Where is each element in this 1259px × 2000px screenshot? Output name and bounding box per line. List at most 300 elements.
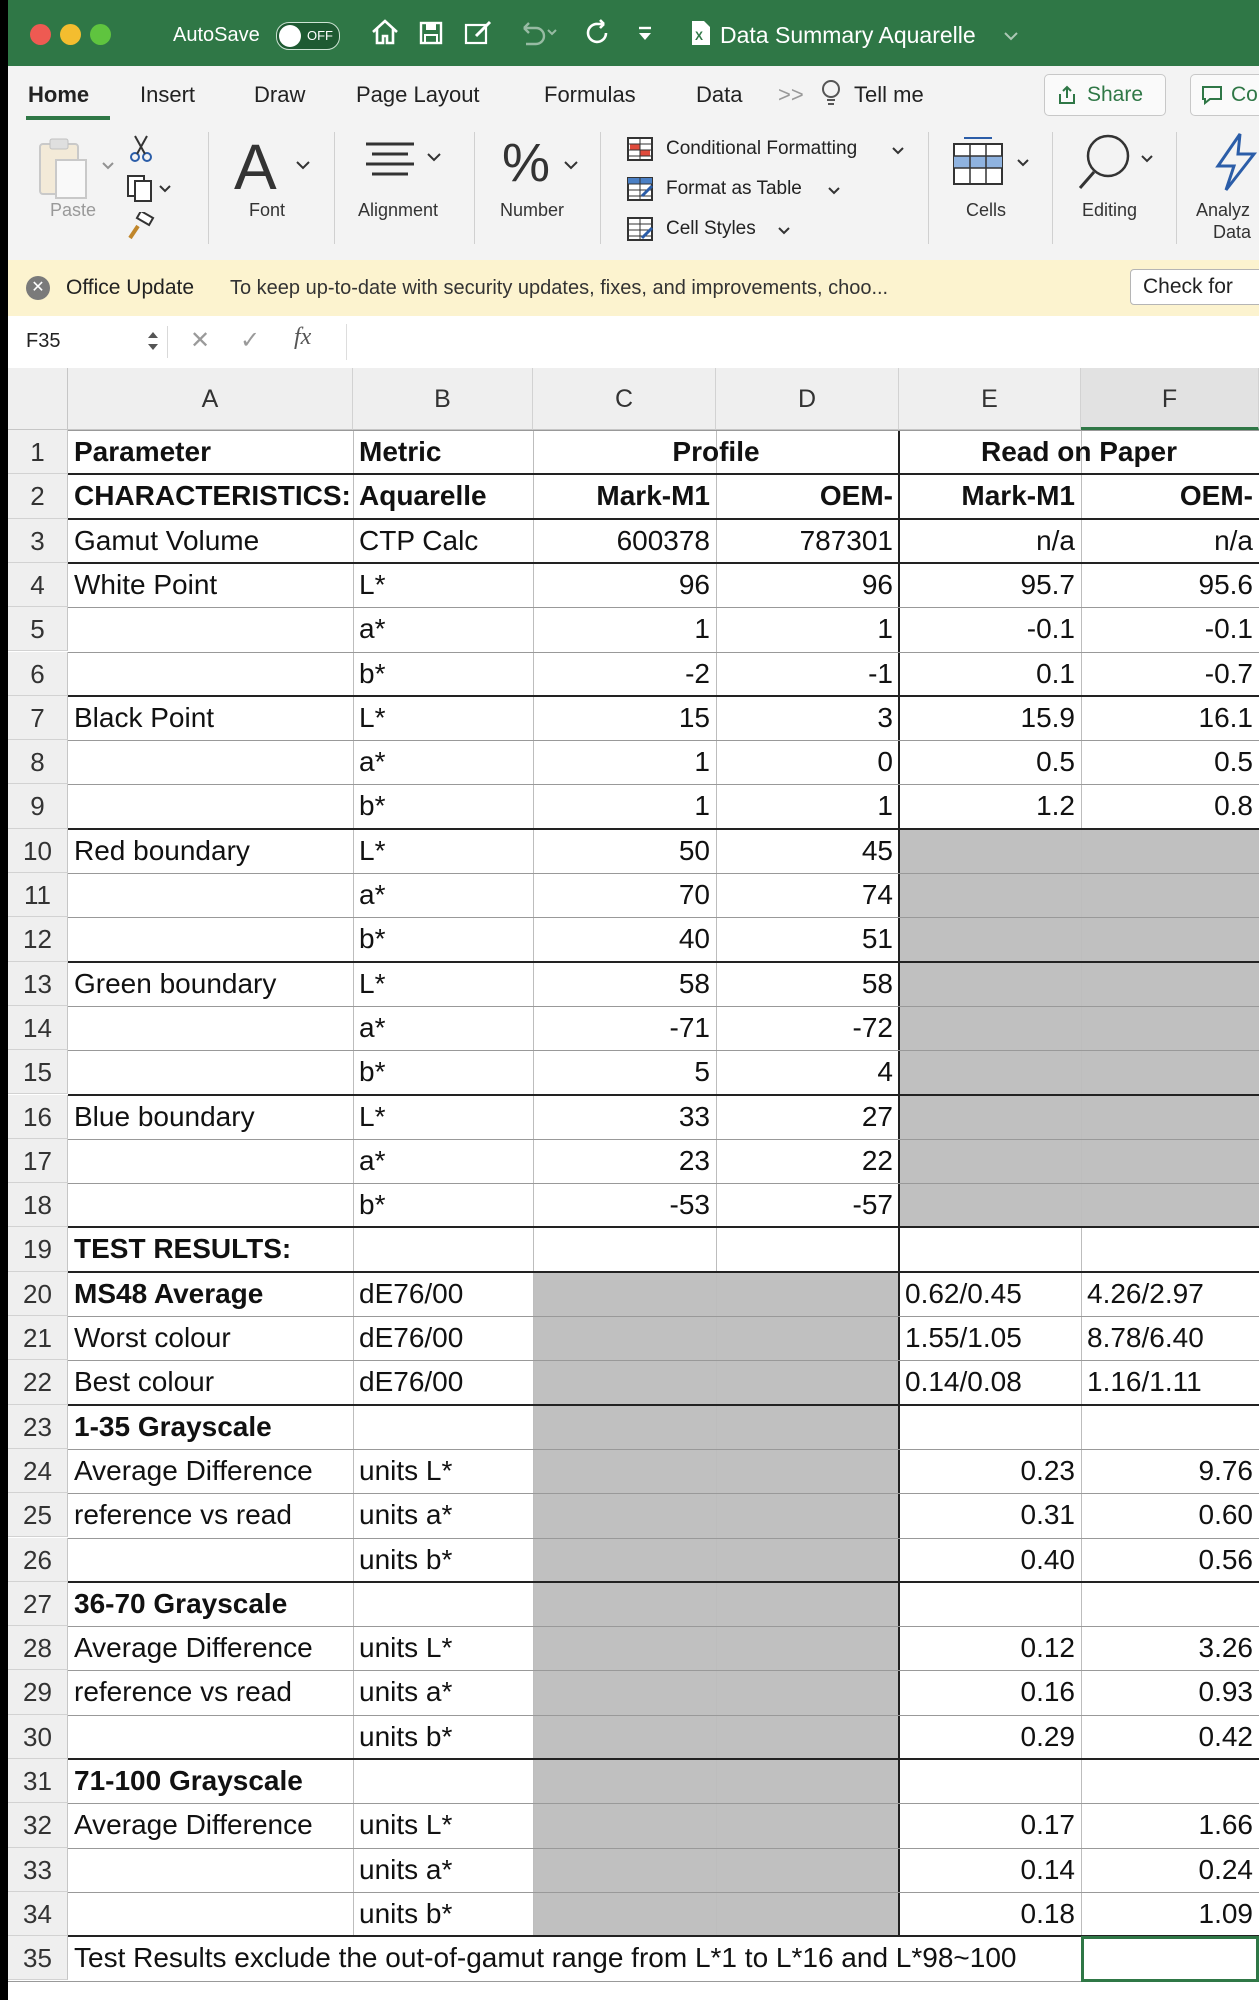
cell-e[interactable]: [899, 1183, 1081, 1227]
cell-d[interactable]: [716, 1803, 899, 1847]
row-header[interactable]: 31: [8, 1759, 68, 1803]
cell-d[interactable]: 3: [877, 701, 893, 733]
cell-f[interactable]: n/a: [1214, 524, 1253, 556]
row-header[interactable]: 29: [8, 1670, 68, 1714]
row-header[interactable]: 4: [8, 563, 68, 607]
cell-b[interactable]: units b*: [359, 1897, 453, 1929]
autosave-toggle[interactable]: [276, 22, 340, 50]
cell-b[interactable]: units a*: [359, 1499, 453, 1531]
cells-icon[interactable]: [952, 136, 1036, 195]
cell-d[interactable]: [716, 1848, 899, 1892]
cell-d[interactable]: OEM-: [819, 480, 893, 512]
row-header[interactable]: 28: [8, 1626, 68, 1670]
cell-c[interactable]: 96: [678, 568, 710, 600]
cell-b[interactable]: b*: [359, 657, 386, 689]
cell-d[interactable]: -57: [852, 1189, 893, 1221]
cell-c[interactable]: -53: [669, 1189, 710, 1221]
cell-b[interactable]: [353, 1582, 533, 1626]
format-as-table-icon[interactable]: [626, 176, 654, 207]
cell-f[interactable]: [1081, 1759, 1259, 1803]
cell-a[interactable]: [68, 1715, 353, 1759]
percent-icon[interactable]: [502, 132, 550, 194]
cell-d[interactable]: 22: [861, 1144, 893, 1176]
cell-f[interactable]: 0.5: [1214, 746, 1253, 778]
cell-b[interactable]: b*: [359, 790, 386, 822]
cell-f[interactable]: [1081, 873, 1259, 917]
cell-f[interactable]: -0.7: [1204, 657, 1253, 689]
cell-b[interactable]: Metric: [359, 436, 442, 467]
column-header[interactable]: C: [533, 368, 716, 430]
cell-f[interactable]: 0.56: [1198, 1543, 1253, 1575]
cell-f[interactable]: 9.76: [1198, 1454, 1253, 1486]
tab-formulas[interactable]: Formulas: [544, 82, 636, 107]
cell-c[interactable]: [533, 1316, 716, 1360]
column-header[interactable]: E: [899, 368, 1081, 430]
row-header[interactable]: 33: [8, 1848, 68, 1892]
cell-d[interactable]: [716, 1449, 899, 1493]
cell-c[interactable]: 40: [678, 923, 710, 955]
row-header[interactable]: 13: [8, 962, 68, 1006]
cell-d[interactable]: -1: [868, 657, 893, 689]
cell-e[interactable]: [899, 1050, 1081, 1094]
cell-b[interactable]: units a*: [359, 1676, 453, 1708]
row-header[interactable]: 14: [8, 1006, 68, 1050]
analyze-data-icon[interactable]: [1212, 132, 1259, 197]
row-header[interactable]: 17: [8, 1139, 68, 1183]
cell-a[interactable]: MS48 Average: [74, 1277, 264, 1309]
cell-a[interactable]: Green boundary: [74, 967, 277, 999]
column-header[interactable]: A: [68, 368, 353, 430]
ribbon-separator: [208, 132, 209, 244]
name-box[interactable]: [18, 326, 168, 358]
font-icon[interactable]: [234, 130, 277, 204]
cell-e[interactable]: [899, 873, 1081, 917]
cell-e[interactable]: -0.1: [1026, 613, 1075, 645]
redo-icon[interactable]: [584, 19, 612, 53]
cell-d[interactable]: 27: [861, 1100, 893, 1132]
cell-a[interactable]: Average Difference: [74, 1632, 313, 1664]
cell-e[interactable]: 0.5: [1036, 746, 1075, 778]
cell-d[interactable]: [716, 1493, 899, 1537]
cell-f[interactable]: 1.09: [1198, 1897, 1253, 1929]
customize-toolbar-icon[interactable]: [636, 22, 654, 50]
function-icon[interactable]: fx: [294, 324, 312, 350]
cell-c[interactable]: [533, 1715, 716, 1759]
cell-b[interactable]: L*: [359, 568, 386, 600]
cell-b[interactable]: a*: [359, 746, 386, 778]
cell-b[interactable]: L*: [359, 701, 386, 733]
document-title[interactable]: Data Summary Aquarelle: [720, 22, 976, 48]
cell-a[interactable]: Worst colour: [74, 1322, 231, 1353]
cell-styles-icon[interactable]: [626, 216, 654, 247]
row-header[interactable]: 20: [8, 1272, 68, 1316]
cell-e[interactable]: [899, 1095, 1081, 1139]
cell-c[interactable]: [533, 1227, 716, 1271]
cell-b[interactable]: CTP Calc: [359, 524, 479, 556]
cell-a[interactable]: Average Difference: [74, 1454, 313, 1486]
cell-e[interactable]: 0.16: [1020, 1676, 1075, 1708]
home-icon[interactable]: [370, 18, 400, 52]
cell-d[interactable]: [716, 1227, 899, 1271]
cell-f[interactable]: OEM-: [1179, 480, 1253, 512]
cell-b[interactable]: [353, 1759, 533, 1803]
cell-d[interactable]: 1: [877, 790, 893, 822]
toggle-knob: [279, 25, 301, 47]
column-header[interactable]: B: [353, 368, 533, 430]
cell-f[interactable]: [1081, 962, 1259, 1006]
cell-d[interactable]: [716, 1272, 899, 1316]
chevron-down-icon[interactable]: [828, 186, 840, 196]
cell-f[interactable]: 0.24: [1198, 1853, 1253, 1885]
cell-f[interactable]: 0.60: [1198, 1499, 1253, 1531]
cell-b[interactable]: units b*: [359, 1720, 453, 1752]
cell-f[interactable]: [1081, 917, 1259, 961]
row-header[interactable]: 35: [8, 1936, 68, 1980]
comments-button[interactable]: [1190, 74, 1259, 116]
cell-e[interactable]: 0.62/0.45: [905, 1277, 1022, 1309]
tab-draw[interactable]: Draw: [254, 82, 306, 107]
cell-a[interactable]: Gamut Volume: [74, 524, 260, 556]
cell-d[interactable]: [716, 1670, 899, 1714]
cell-a[interactable]: Blue boundary: [74, 1100, 255, 1132]
tab-page-layout[interactable]: Page Layout: [356, 82, 480, 107]
format-as-table-button[interactable]: Format as Table: [666, 178, 802, 199]
cell-a[interactable]: Red boundary: [74, 834, 250, 866]
row-header[interactable]: 25: [8, 1493, 68, 1537]
cell-a[interactable]: [68, 917, 353, 961]
cell-b[interactable]: L*: [359, 1100, 386, 1132]
cell-e[interactable]: 0.14/0.08: [905, 1366, 1022, 1398]
cell-c[interactable]: 58: [678, 967, 710, 999]
cell-c[interactable]: 5: [694, 1056, 710, 1088]
cell-a[interactable]: [68, 1892, 353, 1936]
cell-b[interactable]: units L*: [359, 1632, 453, 1664]
row-header[interactable]: 22: [8, 1360, 68, 1404]
share-button[interactable]: [1044, 74, 1166, 116]
row-header[interactable]: 5: [8, 607, 68, 651]
cell-e[interactable]: [899, 1139, 1081, 1183]
cell-e[interactable]: n/a: [1036, 524, 1075, 556]
cell-b[interactable]: [353, 1405, 533, 1449]
row-header[interactable]: 11: [8, 873, 68, 917]
cell-e[interactable]: [899, 1759, 1081, 1803]
cell-f[interactable]: 1.66: [1198, 1809, 1253, 1841]
cell-a[interactable]: [68, 740, 353, 784]
edit-icon[interactable]: [464, 20, 494, 52]
row-header[interactable]: 7: [8, 696, 68, 740]
cell-d[interactable]: [716, 1405, 899, 1449]
cell-b[interactable]: b*: [359, 1189, 386, 1221]
tab-insert[interactable]: Insert: [140, 82, 196, 107]
cell-b[interactable]: b*: [359, 1056, 386, 1088]
cell-f[interactable]: 8.78/6.40: [1087, 1322, 1204, 1353]
cell-d[interactable]: -72: [852, 1011, 893, 1043]
cell-d[interactable]: 51: [861, 923, 893, 955]
cell-c[interactable]: [533, 1892, 716, 1936]
cell-b[interactable]: units L*: [359, 1809, 453, 1841]
cell-d[interactable]: [716, 1626, 899, 1670]
cell-a[interactable]: [68, 1006, 353, 1050]
cell-d[interactable]: [716, 1759, 899, 1803]
cell-f[interactable]: 16.1: [1198, 701, 1253, 733]
cell-c[interactable]: 1: [694, 746, 710, 778]
cell-a[interactable]: reference vs read: [74, 1676, 292, 1708]
chevron-down-icon[interactable]: [102, 158, 114, 176]
cell-a[interactable]: 1-35 Grayscale: [74, 1410, 272, 1442]
cell-a[interactable]: White Point: [74, 568, 218, 600]
more-tabs-chevron[interactable]: >>: [778, 82, 804, 107]
cell-d[interactable]: 58: [861, 967, 893, 999]
cell-d[interactable]: 45: [861, 834, 893, 866]
cell-b[interactable]: dE76/00: [359, 1322, 464, 1353]
cell-e[interactable]: 0.23: [1020, 1454, 1075, 1486]
column-header[interactable]: F: [1081, 368, 1259, 430]
column-header[interactable]: D: [716, 368, 899, 430]
row-header[interactable]: 9: [8, 784, 68, 828]
cell-a[interactable]: 36-70 Grayscale: [74, 1587, 288, 1619]
cell-b[interactable]: a*: [359, 1011, 386, 1043]
cell-a[interactable]: [68, 1139, 353, 1183]
check-for-updates-button[interactable]: Check for: [1130, 269, 1259, 305]
cell-e[interactable]: Mark-M1: [961, 480, 1075, 512]
row-header[interactable]: 10: [8, 829, 68, 873]
cell-a[interactable]: [68, 652, 353, 696]
row-header[interactable]: 24: [8, 1449, 68, 1493]
cell-a-note[interactable]: Test Results exclude the out-of-gamut range from L*1 to L*16 and L*98~100: [74, 1942, 1017, 1974]
cell-f[interactable]: [1081, 1405, 1259, 1449]
cell-e[interactable]: 15.9: [1020, 701, 1075, 733]
copy-icon[interactable]: [126, 174, 174, 207]
cell-c[interactable]: [533, 1626, 716, 1670]
search-icon[interactable]: [1076, 132, 1160, 195]
row-header[interactable]: 26: [8, 1538, 68, 1582]
cell-c[interactable]: Mark-M1: [596, 480, 710, 512]
cell-d[interactable]: 4: [877, 1056, 893, 1088]
cell-e[interactable]: 1.2: [1036, 790, 1075, 822]
row-header[interactable]: 21: [8, 1316, 68, 1360]
row-header[interactable]: 6: [8, 652, 68, 696]
cell-d[interactable]: [716, 1582, 899, 1626]
cell-f[interactable]: 4.26/2.97: [1087, 1277, 1204, 1309]
cell-styles-button[interactable]: Cell Styles: [666, 218, 756, 239]
cell-b[interactable]: [353, 1227, 533, 1271]
row-header[interactable]: 8: [8, 740, 68, 784]
cell-d[interactable]: [716, 1715, 899, 1759]
cell-c[interactable]: 1: [694, 613, 710, 645]
cell-c[interactable]: 600378: [616, 524, 710, 556]
cell-a[interactable]: CHARACTERISTICS:: [74, 480, 351, 512]
cell-e[interactable]: 95.7: [1020, 568, 1075, 600]
tell-me-search[interactable]: Tell me: [854, 82, 924, 107]
cell-d[interactable]: 0: [877, 746, 893, 778]
cell-a[interactable]: [68, 1848, 353, 1892]
row-header[interactable]: 2: [8, 474, 68, 518]
cell-b[interactable]: L*: [359, 967, 386, 999]
cell-f[interactable]: 0.42: [1198, 1720, 1253, 1752]
cell-a[interactable]: [68, 1183, 353, 1227]
cell-d[interactable]: 74: [861, 879, 893, 910]
cell-c[interactable]: [533, 1582, 716, 1626]
row-header[interactable]: 34: [8, 1892, 68, 1936]
close-icon[interactable]: ✕: [26, 276, 50, 300]
cell-e[interactable]: 0.31: [1020, 1499, 1075, 1531]
cell-c[interactable]: [533, 1848, 716, 1892]
cell-e[interactable]: 0.40: [1020, 1543, 1075, 1575]
cell-a[interactable]: [68, 1538, 353, 1582]
cell-e[interactable]: [899, 1582, 1081, 1626]
cell-f[interactable]: 95.6: [1198, 568, 1253, 600]
cell-a[interactable]: Average Difference: [74, 1809, 313, 1841]
format-painter-icon[interactable]: [126, 212, 156, 247]
cell-c[interactable]: 23: [678, 1144, 710, 1176]
cell-c[interactable]: 50: [678, 834, 710, 866]
cell-d[interactable]: [716, 1360, 899, 1404]
cell-e[interactable]: [899, 917, 1081, 961]
cell-f[interactable]: 0.8: [1214, 790, 1253, 822]
cell-c[interactable]: 15: [678, 701, 710, 733]
row-header[interactable]: 16: [8, 1095, 68, 1139]
cell-e[interactable]: [899, 962, 1081, 1006]
cell-e[interactable]: [899, 1006, 1081, 1050]
cell-a[interactable]: reference vs read: [74, 1499, 292, 1531]
cell-c[interactable]: [533, 1272, 716, 1316]
cell-e[interactable]: 0.17: [1020, 1809, 1075, 1841]
cell-e[interactable]: [899, 829, 1081, 873]
cell-b[interactable]: L*: [359, 834, 386, 866]
cell-a[interactable]: Black Point: [74, 701, 215, 733]
minimize-window-button[interactable]: [60, 24, 81, 45]
cell-d[interactable]: [716, 1538, 899, 1582]
chevron-down-icon[interactable]: [778, 226, 790, 236]
row-header[interactable]: 19: [8, 1227, 68, 1271]
cell-f[interactable]: [1081, 1183, 1259, 1227]
cell-b[interactable]: a*: [359, 1144, 386, 1176]
cell-c[interactable]: 33: [678, 1100, 710, 1132]
cell-f[interactable]: [1081, 1582, 1259, 1626]
cell-e[interactable]: 1.55/1.05: [905, 1322, 1022, 1353]
row-header[interactable]: 30: [8, 1715, 68, 1759]
cancel-icon[interactable]: ✕: [190, 327, 211, 354]
cell-a[interactable]: [68, 784, 353, 828]
cell-c[interactable]: [533, 1493, 716, 1537]
cell-f[interactable]: 1.16/1.11: [1087, 1366, 1202, 1398]
cell-b[interactable]: units L*: [359, 1454, 453, 1486]
select-all-corner[interactable]: [8, 368, 68, 430]
zoom-window-button[interactable]: [90, 24, 111, 45]
cell-f[interactable]: [1081, 1050, 1259, 1094]
cell-a[interactable]: Parameter: [74, 436, 211, 467]
cell-c[interactable]: 70: [678, 879, 710, 910]
cell-c[interactable]: [533, 1360, 716, 1404]
cell-a[interactable]: [68, 607, 353, 651]
row-header[interactable]: 1: [8, 430, 68, 474]
cell-c[interactable]: [533, 1759, 716, 1803]
tab-home[interactable]: Home: [28, 82, 90, 107]
row-header[interactable]: 27: [8, 1582, 68, 1626]
save-icon[interactable]: [418, 20, 444, 52]
cell-b[interactable]: a*: [359, 879, 386, 910]
cell-e[interactable]: [899, 1227, 1081, 1271]
cell-f[interactable]: [1081, 1095, 1259, 1139]
cell-a[interactable]: Best colour: [74, 1366, 215, 1398]
row-header[interactable]: 12: [8, 917, 68, 961]
cell-c[interactable]: [533, 1405, 716, 1449]
tab-data[interactable]: Data: [696, 82, 743, 107]
row-header[interactable]: 15: [8, 1050, 68, 1094]
cell-b[interactable]: units a*: [359, 1853, 453, 1885]
font-label: Font: [249, 200, 286, 220]
cell-b[interactable]: a*: [359, 613, 386, 645]
cell-e[interactable]: 0.12: [1020, 1632, 1075, 1664]
cell-profile-header[interactable]: Profile: [672, 436, 760, 467]
row-header[interactable]: 3: [8, 519, 68, 563]
cell-a[interactable]: TEST RESULTS:: [74, 1233, 292, 1265]
cell-b[interactable]: units b*: [359, 1543, 453, 1575]
alignment-icon[interactable]: [364, 140, 448, 185]
cell-f[interactable]: [1081, 829, 1259, 873]
cell-c[interactable]: [533, 1538, 716, 1582]
cell-a[interactable]: [68, 1050, 353, 1094]
cell-e[interactable]: 0.29: [1020, 1720, 1075, 1752]
stepper-icon[interactable]: [146, 328, 160, 354]
cell-d[interactable]: [716, 1316, 899, 1360]
cut-icon[interactable]: [128, 134, 154, 169]
cell-c[interactable]: [533, 1670, 716, 1714]
selected-cell-f35[interactable]: [1081, 1936, 1259, 1982]
conditional-formatting-button[interactable]: Conditional Formatting: [666, 138, 858, 159]
cell-e[interactable]: 0.1: [1036, 657, 1075, 689]
cell-c[interactable]: 1: [694, 790, 710, 822]
cell-f[interactable]: -0.1: [1204, 613, 1253, 645]
cell-d[interactable]: 96: [861, 568, 893, 600]
cell-c[interactable]: [533, 1449, 716, 1493]
cell-e[interactable]: 0.18: [1020, 1897, 1075, 1929]
cell-f[interactable]: [1081, 1139, 1259, 1183]
cell-c[interactable]: -71: [669, 1011, 710, 1043]
cell-f[interactable]: [1081, 1227, 1259, 1271]
cell-e[interactable]: [899, 1405, 1081, 1449]
row-header[interactable]: 32: [8, 1803, 68, 1847]
cell-f[interactable]: 0.93: [1198, 1676, 1253, 1708]
row-header[interactable]: 18: [8, 1183, 68, 1227]
cell-a[interactable]: [68, 873, 353, 917]
cell-b[interactable]: dE76/00: [359, 1277, 464, 1309]
close-window-button[interactable]: [30, 24, 51, 45]
chevron-down-icon[interactable]: [892, 146, 904, 156]
cell-read-on-paper-header[interactable]: Read on Paper: [980, 436, 1178, 467]
cell-d[interactable]: 1: [877, 613, 893, 645]
ribbon-separator: [600, 132, 601, 244]
cell-d[interactable]: 787301: [799, 524, 893, 556]
cell-c[interactable]: [533, 1803, 716, 1847]
cell-d[interactable]: [716, 1892, 899, 1936]
conditional-formatting-icon[interactable]: [626, 136, 654, 167]
cell-f[interactable]: [1081, 1006, 1259, 1050]
cell-c[interactable]: -2: [685, 657, 710, 689]
row-header[interactable]: 23: [8, 1405, 68, 1449]
cell-b[interactable]: Aquarelle: [359, 480, 487, 512]
spreadsheet-grid[interactable]: [8, 368, 1259, 2000]
clipboard-icon[interactable]: [36, 136, 94, 207]
chevron-down-icon[interactable]: [1004, 24, 1018, 47]
undo-icon[interactable]: [516, 20, 560, 52]
cell-e[interactable]: 0.14: [1020, 1853, 1075, 1885]
cell-f[interactable]: 3.26: [1198, 1632, 1253, 1664]
cell-a[interactable]: 71-100 Grayscale: [74, 1765, 303, 1796]
enter-icon[interactable]: ✓: [240, 327, 261, 354]
cell-b[interactable]: b*: [359, 923, 386, 955]
cell-b[interactable]: dE76/00: [359, 1366, 464, 1398]
